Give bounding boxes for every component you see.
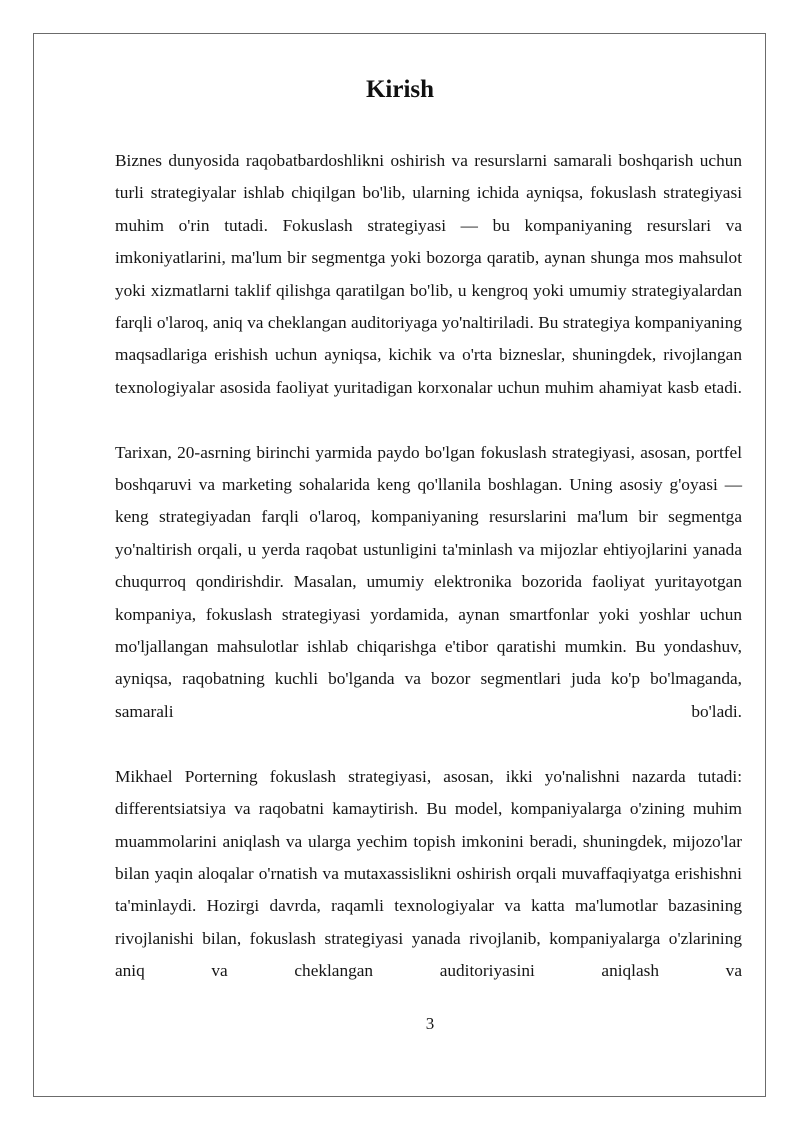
paragraph-intro: Biznes dunyosida raqobatbardoshlikni oshirish va resurslarni samarali boshqarish uchun turli strategiyalar ishlab chiqilgan bo'lib, ularning ichida ayniqsa, fokuslash strategiyasi muhim o'rin tutadi. Fokuslash strategiyasi — bu kompaniyaning resurslari va imkoniyatlarini, ma'lum bir segmentga yoki bozorga qaratib, aynan shunga mos mahsulot yoki xizmatlarni taklif qilishga qaratilgan bo'lib, u kengroq yoki umumiy strategiyalardan farqli o'laroq, aniq va cheklangan auditoriyaga yo'naltiriladi. Bu strategiya kompaniyaning maqsadlariga erishish uchun ayniqsa, kichik va o'rta bizneslar, shuningdek, rivojlangan texnologiyalar asosida faoliyat yuritadigan korxonalar uchun muhim ahamiyat kasb etadi. — [115, 151, 742, 397]
paragraph-history: Tarixan, 20-asrning birinchi yarmida paydo bo'lgan fokuslash strategiyasi, asosan, portfel boshqaruvi va marketing sohalarida keng qo'llanila boshlagan. Uning asosiy g'oyasi — keng strategiyadan farqli o'laroq, kompaniyaning resurslarini ma'lum bir segmentga yo'naltirish orqali, u yerda raqobat ustunligini ta'minlash va mijozlar ehtiyojlarini yanada chuqurroq qondirishdir. Masalan, umumiy elektronika bozorida faoliyat yuritayotgan kompaniya, fokuslash strategiyasi yordamida, aynan smartfonlar yoki yoshlar uchun mo'ljallangan mahsulotlar ishlab chiqarishga e'tibor qaratishi mumkin. Bu yondashuv, ayniqsa, raqobatning kuchli bo'lganda va bozor segmentlari juda ko'p bo'lmaganda, samarali bo'ladi. — [115, 442, 742, 721]
paragraph-porter: Mikhael Porterning fokuslash strategiyasi, asosan, ikki yo'nalishni nazarda tutadi: differentsiatsiya va raqobatni kamaytirish. Bu model, kompaniyalarga o'zining muhim muammolarini aniqlash va ularga yechim topish imkonini beradi, shuningdek, mijozo'lar bilan yaqin aloqalar o'rnatish va mutaxassislikni oshirish orqali muvaffaqiyatga erishishni ta'minlaydi. Hozirgi davrda, raqamli texnologiyalar va katta ma'lumotlar bazasining rivojlanishi bilan, fokuslash strategiyasi yanada rivojlanib, kompaniyalarga o'zlarining aniq va cheklangan auditoriyasini aniqlash va — [115, 766, 742, 981]
document-body — [115, 145, 742, 988]
page-number: 3 — [425, 1014, 435, 1033]
page-title: Kirish — [365, 76, 435, 103]
